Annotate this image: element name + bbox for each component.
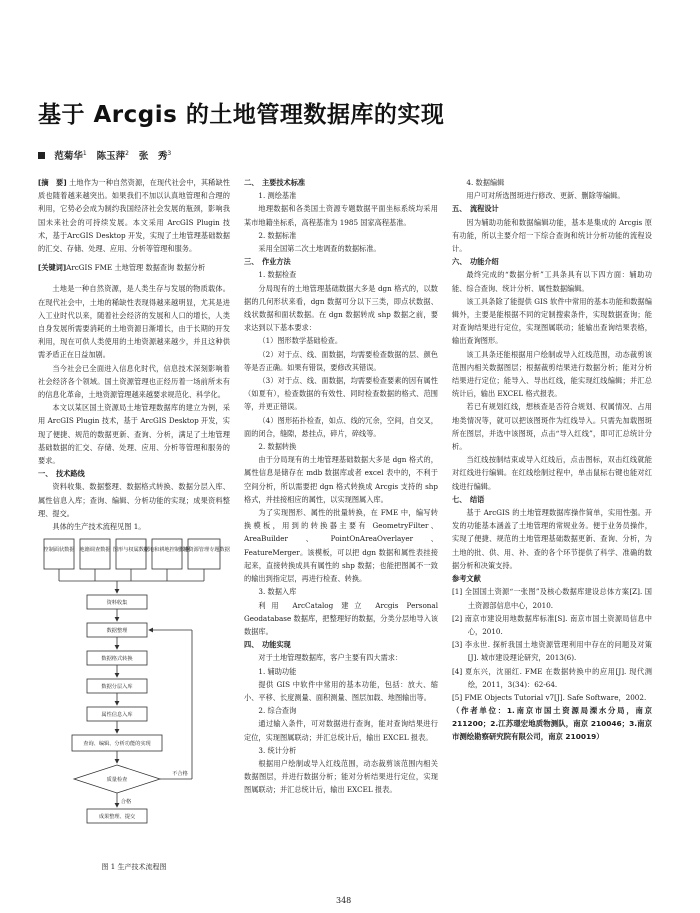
author-sup: 3	[167, 149, 172, 157]
flow-no-label: 不合格	[172, 771, 188, 778]
reference-item: [3] 李永世. 探析我国土地资源管理利用中存在的问题及对策[J]. 城市建设理论研究，2013(6).	[452, 640, 652, 663]
body-paragraph: 对于土地管理数据库，客户主要有四大需求：	[258, 653, 403, 663]
reference-item: [5] FME Objects Tutorial v7[J]. Safe Software，2002.	[452, 692, 647, 702]
column-1	[38, 176, 230, 874]
flow-step-label: 资料收集	[106, 600, 128, 607]
subsection-label: 1. 测绘基准	[258, 191, 297, 201]
check-item: （1）图形数学基础检查。	[258, 336, 343, 346]
flow-decision-label: 质量检查	[106, 777, 128, 784]
body-paragraph: 由于分局现有的土地管理基础数据大多是 dgn 格式的，属性信息是储存在 mdb 数据库或者 excel 表中的，不利于空间分析，所以需要把 dgn 格式转换成 Arcgis 支持的 shp 格式，并挂接相应的属性，以实现图属入库。	[244, 455, 438, 504]
flow-top-label: 征地和耕地控制数据	[143, 547, 191, 554]
reference-item: [1] 全国国土资源“一张图”及核心数据库建设总体方案[Z]. 国土资源部信息中心，2010.	[452, 587, 652, 610]
body-paragraph: 当红线按制结束或导入红线后，点击图标，双击红线就能对红线进行编辑。在红线绘制过程中，单击鼠标右键也能对红线进行编辑。	[452, 455, 652, 491]
body-paragraph: 为了实现图形、属性的批量转换，在 FME 中，编写转换模板，用到的转换器主要有 GeometryFilter、AreaBuilder、PointOnAreaOverlayer、FeatureMerger。该模板，可以把 dgn 数据和属性表挂接起来，直接转换成具有属性的 shp 数据；也能把图属不一致的输出到指定层，再进行检查、转换。	[244, 508, 438, 584]
flow-top-label: 图形与权属数据	[112, 547, 150, 554]
body-paragraph: 具体的生产技术流程见图 1。	[52, 522, 146, 532]
section-heading: 六、 功能介绍	[452, 257, 499, 267]
flow-step-label: 数据整理	[106, 628, 128, 635]
subsection-label: 2. 数据标准	[258, 230, 297, 240]
references-heading: 参考文献	[452, 574, 481, 584]
body-paragraph: 提供 GIS 中软件中常用的基本功能，包括：放大、缩小、平移、长度测量、面积测量、图层加载、地图输出等。	[244, 679, 438, 702]
subsection-label: 1. 数据检查	[258, 270, 297, 280]
svg-text:控制面状数据	[43, 545, 74, 553]
body-paragraph: 分局现有的土地管理基础数据大多是 dgn 格式的，以数据的几何形状来看，dgn 数据可分以下三类，即点状数据、线状数据和面状数据。在 dgn 数据转成 shp 数据之前，要求达到以下基本要求：	[244, 283, 438, 333]
body-paragraph: 该工具条除了能提供 GIS 软件中常用的基本功能和数据编辑外，主要是能根据不同的定制搜索条件，实现数据查询；能对查询结果进行定位，实现图属联动；能输出查询结果表格，输出查询图形。	[452, 296, 652, 346]
keywords-text: ArcGIS FME 土地管理 数据查询 数据分析	[66, 263, 206, 273]
keywords-label: [关键词]	[38, 263, 67, 273]
svg-text:土地资源管理专题数据	[178, 545, 230, 553]
flow-step-label: 数据分层入库	[101, 684, 133, 691]
subsection-label: 1. 辅助功能	[258, 666, 297, 676]
intro-paragraph: 当今社会已全面进入信息化时代，信息技术深刻影响着社会经济各个领域。国土资源管理也正经历着一场前所未有的信息化革命，土地资源管理越来越要求规范化、科学化。	[38, 363, 230, 400]
author-sup: 2	[125, 149, 129, 157]
author-affiliation: （作者单位：1.南京市国土资源局溧水分局，南京 211200；2.江苏璟宏地质物测队，南京 210046；3.南京市测绘勘察研究院有限公司，南京 210019）	[452, 706, 652, 742]
subsection-label: 4. 数据编辑	[466, 178, 505, 187]
section-heading: 五、 流程设计	[452, 204, 499, 214]
flow-box	[44, 539, 74, 569]
author-name: 范菊华	[54, 151, 83, 162]
body-paragraph: 用户可对所选图斑进行修改、更新、删除等编辑。	[466, 191, 625, 201]
svg-text:地籍调查数据	[79, 545, 110, 553]
subsection-label: 2. 数据转换	[258, 442, 297, 452]
flow-step-label: 数据格式转换	[101, 656, 133, 663]
flow-yes-label: 合格	[120, 799, 132, 806]
flow-top-label: 控制面状数据	[43, 547, 75, 554]
reference-item: [2] 南京市建设用地数据库标准[S]. 南京市国土资源局信息中心，2010.	[452, 613, 652, 636]
check-item: （2）对于点、线、面数据，均需要检查数据的层、颜色等是否正确。如果有错误，要修改其错误。	[244, 349, 438, 372]
subsection-label: 2. 综合查询	[258, 706, 297, 716]
intro-paragraph: 本文以某区国土资源局土地管理数据库的建立为例，采用 ArcGIS Plugin 技术，基于 ArcGIS Desktop 开发，实现了便捷、规范的数据更新、查询、分析，满足了土地管理基础数据的汇交、存储、处理、应用、分析等管理和服务的要求。	[38, 403, 230, 466]
flowchart-svg	[42, 537, 230, 855]
column-3	[452, 176, 652, 743]
flow-box	[116, 539, 146, 569]
flow-box	[152, 539, 182, 569]
body-paragraph: 资料收集、数据整理、数据格式转换、数据分层入库、属性信息入库；查询、编辑、分析功能的实现；成果资料整理、提交。	[38, 482, 230, 518]
flow-final-label: 成果整理、提交	[98, 814, 136, 821]
check-item: （3）对于点、线、面数据，均需要检查要素的因有属性（如夏有），检查数据的有效性、同时检查数据的格式、范围等，并更正错误。	[244, 376, 438, 412]
abstract	[38, 176, 230, 255]
body-paragraph: 地理数据和各类国土资源专题数据平面坐标系统均采用某市地籍坐标系，高程基准为 1985 国家高程基准。	[244, 204, 438, 227]
author-name: 陈玉萍	[96, 151, 126, 162]
check-item: （4）图形拓扑检查，如点、线的冗余，空间，自交叉，面的闭合，缝隙，悬挂点，碎片，碎线等。	[244, 415, 438, 438]
section-heading: 三、 作业方法	[244, 257, 291, 267]
subsection-label: 3. 统计分析	[258, 745, 297, 755]
intro-paragraph: 土地是一种自然资源，是人类生存与发展的物质载体。在现代社会中，土地的稀缺性表现得越来越明显，尤其是进入工业时代以来，随着社会经济的发展和人口的增长，人类自身发展所需要消耗的土地资源日渐增长，由于长期的开发利用，现在可供人类使用的土地资源越来越少，并且这种供需矛盾正在日益加剧。	[38, 284, 230, 360]
flowchart-figure	[42, 537, 230, 855]
column-2	[244, 176, 438, 797]
subsection-label: 3. 数据入库	[258, 587, 297, 597]
section-heading: 七、 结语	[452, 494, 485, 504]
author-line	[38, 148, 171, 162]
figure-caption: 图 1 生产技术流程图	[101, 863, 167, 872]
section-heading: 二、 主要技术标准	[244, 178, 306, 187]
body-paragraph: 若已有规划红线，想核查是否符合规划、权属情况、占用地类情况等，就可以把该图斑作为红线导入。只需先加载图斑所在图层，并选中该图斑，点击“导入红线”，即可汇总统计分析。	[452, 402, 652, 452]
flow-top-label: 地籍调查数据	[79, 547, 111, 554]
body-paragraph: 根据用户绘制或导入红线范围，动态裁剪该范围内相关数据图层，并进行数据分析；能对分析结果进行定位，实现图属联动；并汇总统计后，输出 EXCEL 报表。	[244, 758, 438, 795]
reference-item: [4] 夏东兴，沈丽红. FME 在数据转换中的应用[J]. 现代测绘，2011，3(34)：62-64.	[452, 666, 652, 689]
flow-box	[188, 539, 220, 569]
abstract-text: 土地作为一种自然资源，在现代社会中，其稀缺性质也随着越来越突出。如果我们不加以认真地管理和合理的利用，它势必会成为制约我国经济社会发展的瓶颈，影响我国未来社会的可持续发展。本文采用 ArcGIS Plugin 技术，基于ArcGIS Desktop 开发，实现了土地管理基础数据的汇交、存储、处理、应用、分析等管理和服务。	[38, 178, 230, 254]
abstract-label: [摘 要]	[38, 178, 67, 187]
body-paragraph: 最终完成的“数据分析”工具条具有以下四方面：辅助功能、综合查询、统计分析、属性数据编辑。	[452, 270, 652, 293]
body-paragraph: 因为辅助功能和数据编辑功能，基本是集成的 Arcgis 原有功能，所以主要介绍一下综合查询和统计分析功能的流程设计。	[452, 217, 652, 254]
bullet-square-icon	[38, 152, 45, 159]
flow-step-label: 属性信息入库	[101, 712, 133, 719]
author-name: 张 秀	[138, 151, 168, 162]
body-paragraph: 采用全国第二次土地调查的数据标准。	[258, 244, 381, 254]
author-sup: 1	[82, 149, 87, 157]
keywords	[38, 261, 230, 274]
flow-top-label: 土地资源管理专题数据	[178, 547, 230, 554]
section-heading: 四、 功能实现	[244, 640, 291, 650]
body-paragraph: 通过输入条件，可对数据进行查询，能对查询结果进行定位，实现图属联动；并汇总统计后，输出 EXCEL 报表。	[244, 719, 438, 742]
body-paragraph: 利用 ArcCatalog 建立 Arcgis Personal Geodatabase 数据库，把整理好的数据，分类分层地导入该数据库。	[244, 600, 438, 636]
flow-box	[80, 539, 110, 569]
paper-title: 基于 Arcgis 的土地管理数据库的实现	[38, 102, 445, 128]
section-heading: 一、 技术路线	[38, 469, 85, 479]
flow-step-label: 查询、编辑、分析功能的实现	[83, 741, 151, 748]
page-number: 348	[336, 896, 352, 905]
body-paragraph: 基于 ArcGIS 的土地管理数据库操作简单，实用性强。开发的功能基本涵盖了土地管理的常规业务。便于业务员操作，实现了便捷、规范的土地管理基础数据更新、查询、分析，为土地的批、供、用、补、查的各个环节提供了科学、准确的数据分析和决策支持。	[452, 508, 652, 570]
body-paragraph: 该工具条还能根据用户绘制或导入红线范围，动态裁剪该范围内相关数据图层；根据裁剪结果进行数据分析；能对分析结果进行定位；能导入、导出红线，能实现红线编辑；并汇总统计后，输出 EXCEL 格式报表。	[452, 349, 652, 399]
